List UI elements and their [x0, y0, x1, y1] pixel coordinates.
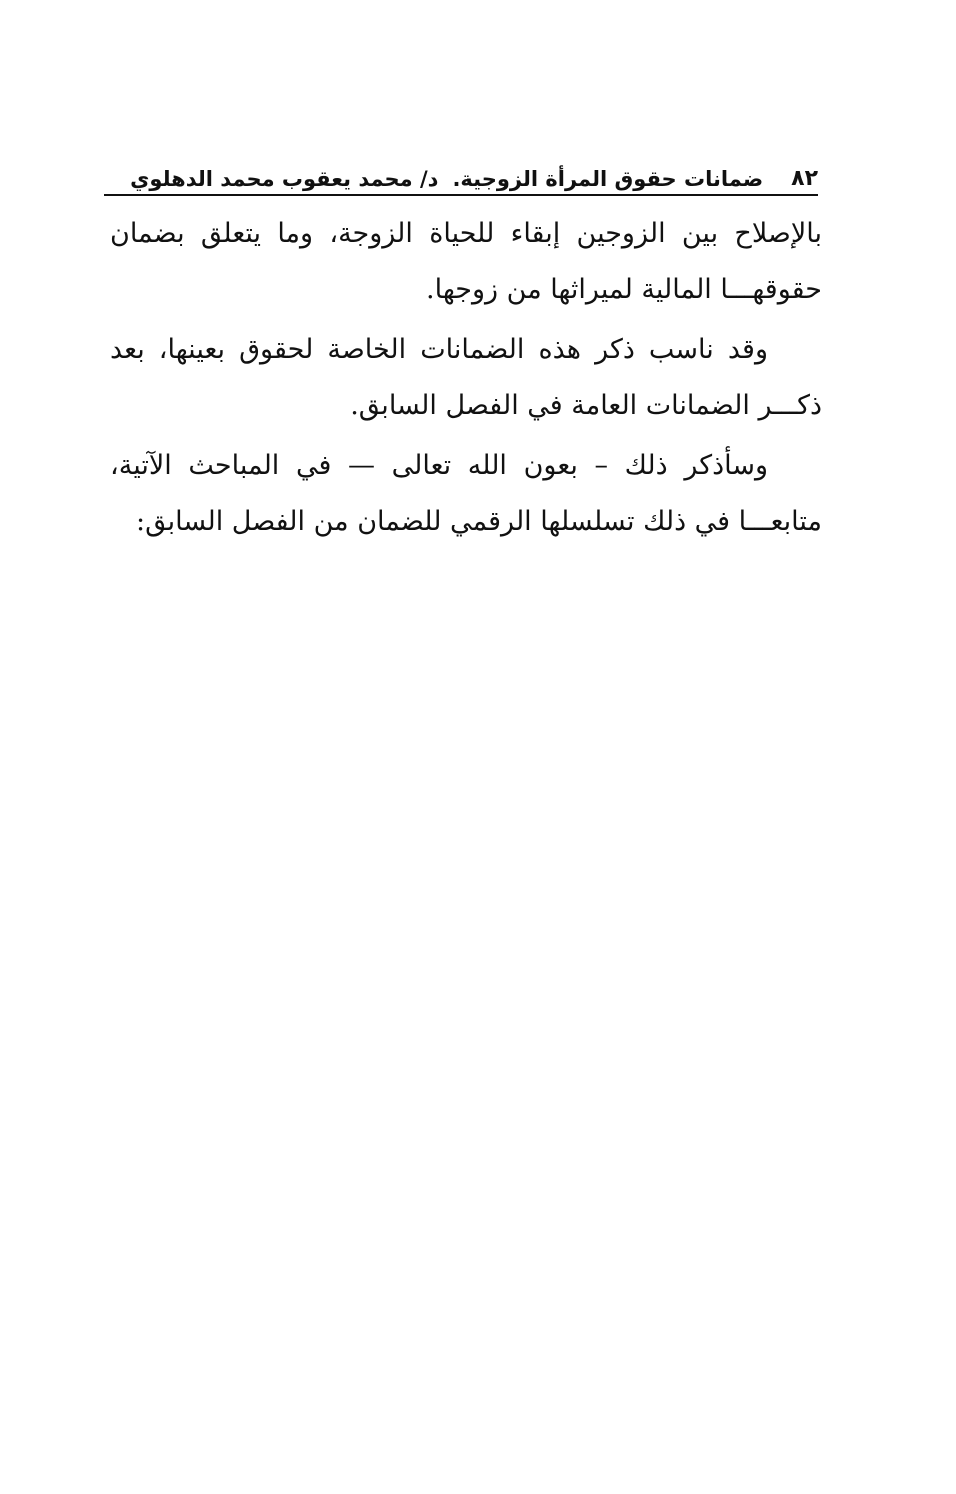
- body-text: [110, 206, 822, 554]
- page-number: ٨٢: [791, 166, 818, 191]
- paragraph: وقد ناسب ذكر هذه الضمانات الخاصة لحقوق بعينها، بعد ذكـــر الضمانات العامة في الفصل السابق.: [110, 334, 822, 421]
- header-divider: [104, 194, 818, 196]
- header-author: د/ محمد يعقوب محمد الدهلوي: [130, 167, 439, 191]
- paragraph-continuation: بالإصلاح بين الزوجين إبقاء للحياة الزوجة، وما يتعلق بضمان حقوقهـــا المالية لميراثها من زوجها.: [110, 218, 822, 305]
- header-book-title: ضمانات حقوق المرأة الزوجية.: [452, 167, 764, 191]
- paragraph: وسأذكر ذلك – بعون الله تعالى — في المباحث الآتية، متابعـــا في ذلك تسلسلها الرقمي للضمان من الفصل السابق:: [110, 450, 822, 537]
- running-header: [104, 158, 818, 192]
